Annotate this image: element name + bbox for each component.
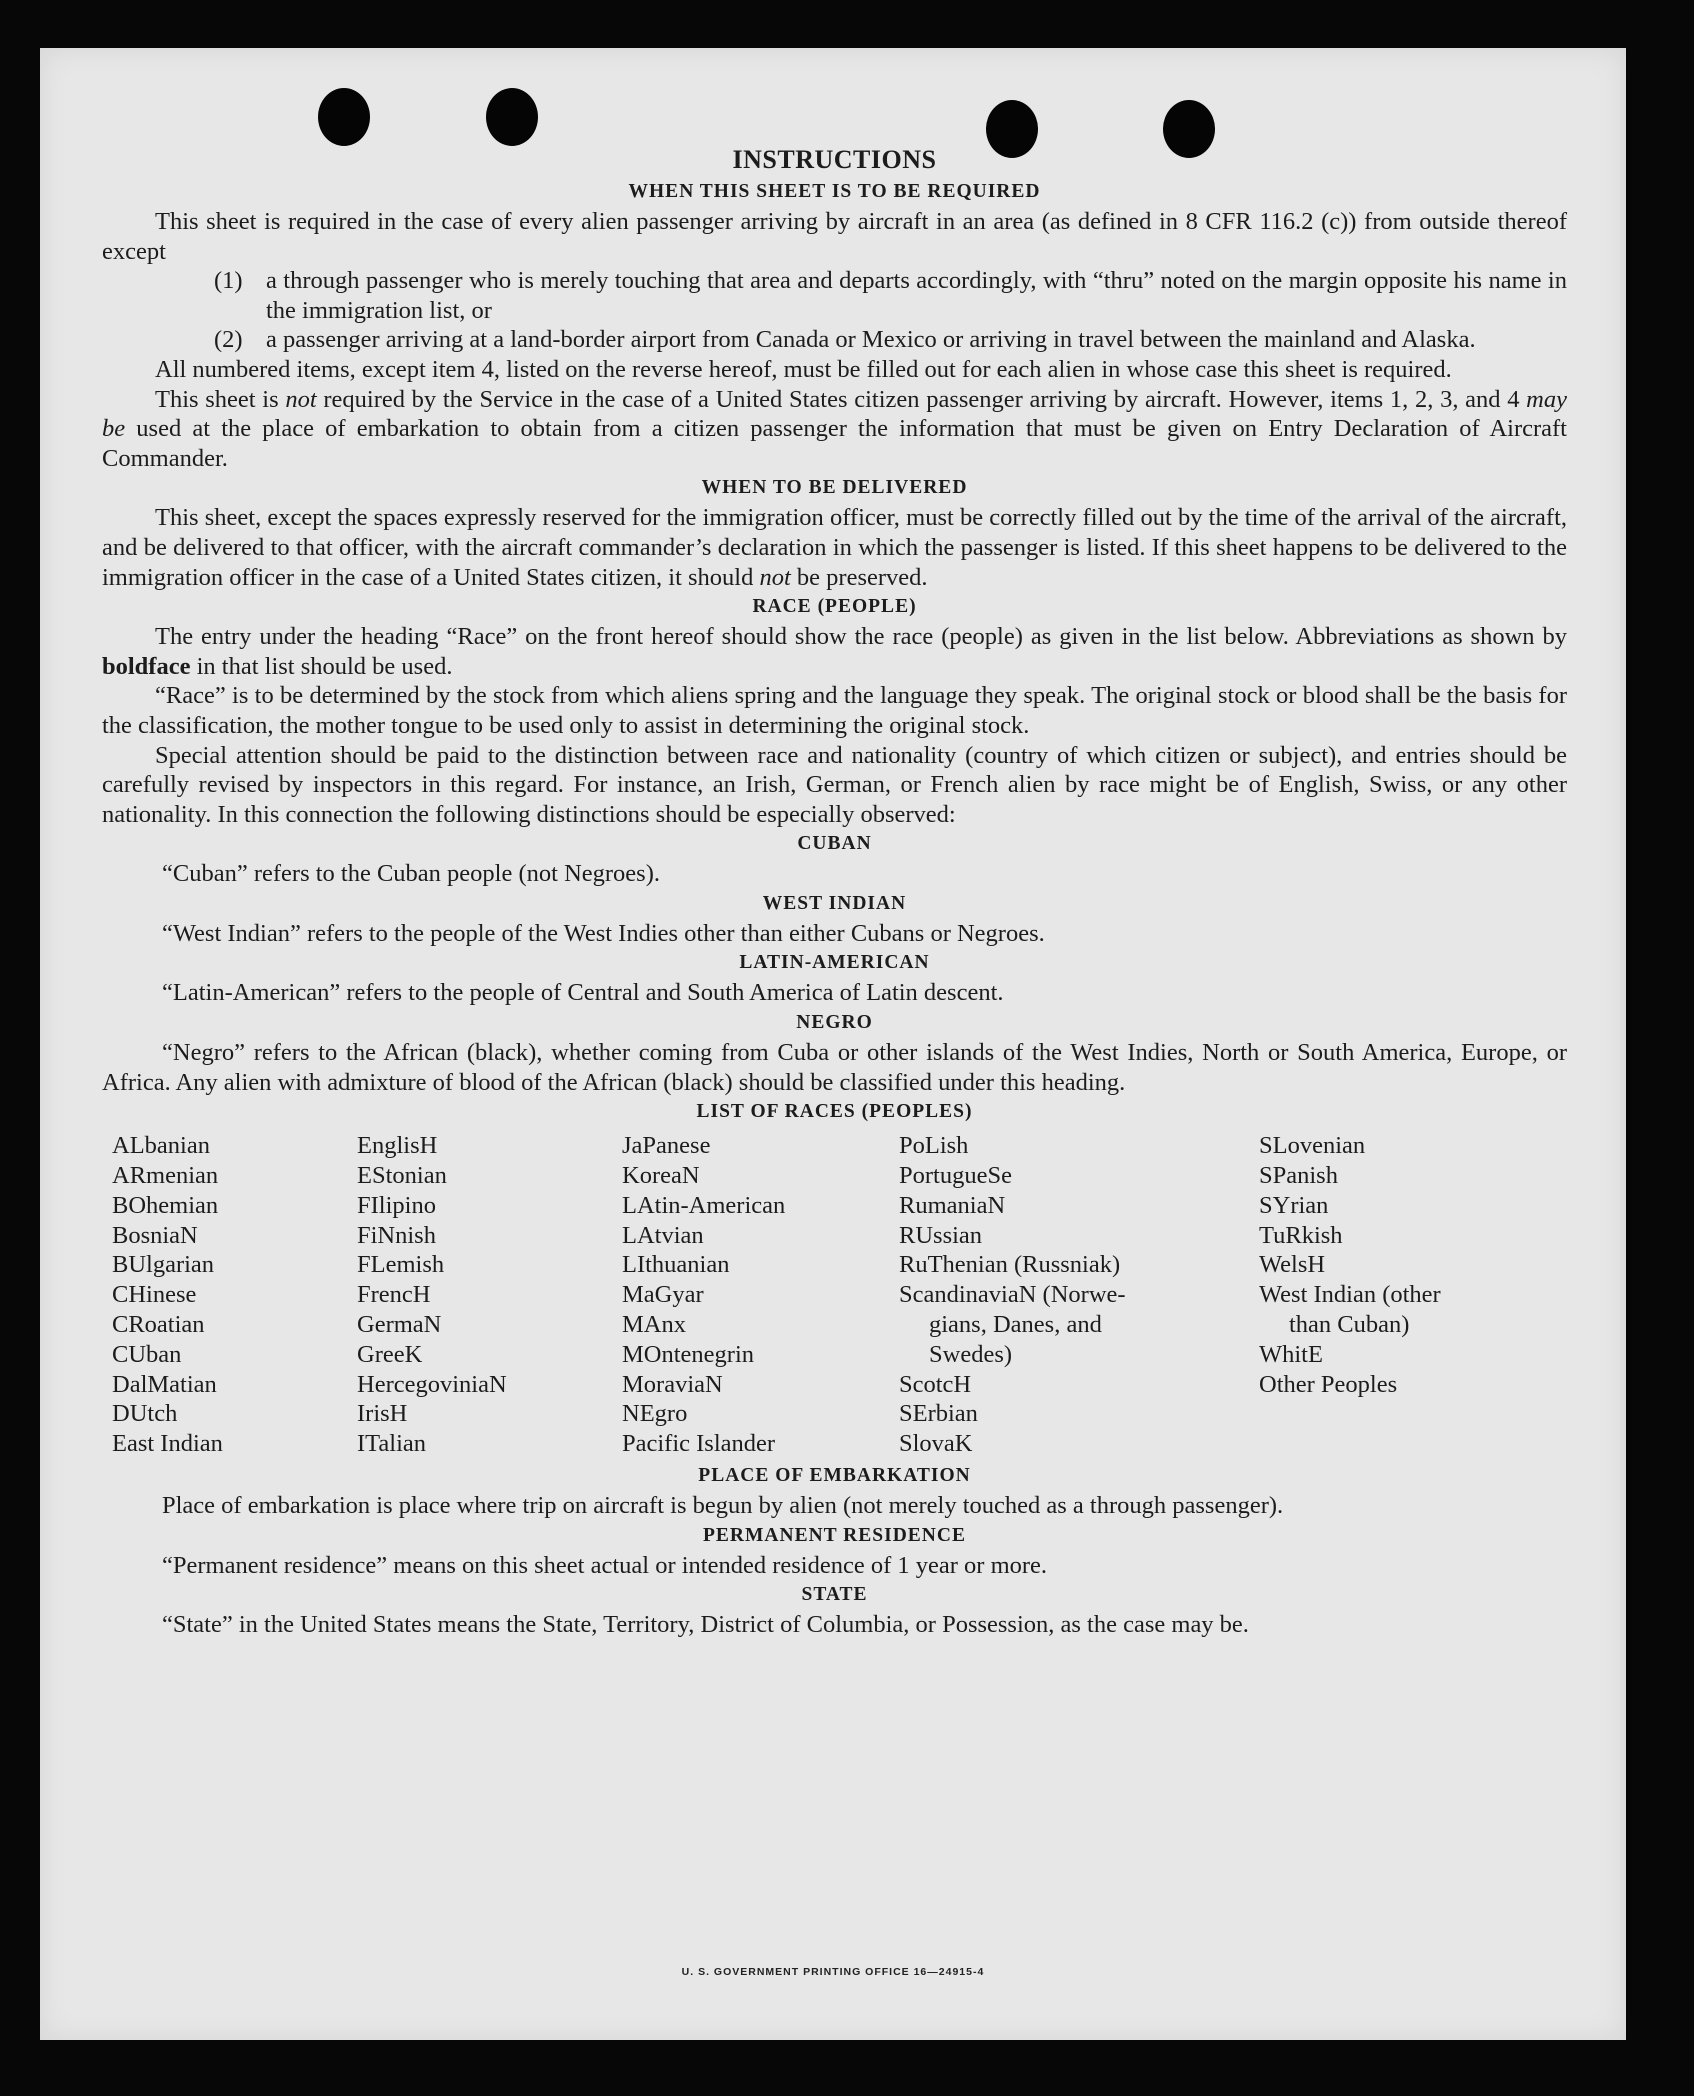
- race-entry-continued: gians, Danes, and: [929, 1311, 1102, 1339]
- heading-embarkation: PLACE OF EMBARKATION: [698, 1465, 971, 1487]
- race-entry: SlovaK: [899, 1430, 973, 1458]
- heading-list-of-races: LIST OF RACES (PEOPLES): [696, 1101, 973, 1123]
- list-item: [214, 325, 1567, 355]
- race-entry: HercegoviniaN: [357, 1370, 507, 1398]
- bold-text: boldface: [102, 652, 191, 680]
- text: This sheet is: [155, 385, 286, 413]
- paragraph: “West Indian” refers to the people of the West Indies other than either Cubans or Negroes.: [162, 919, 1045, 947]
- heading-cuban: CUBAN: [797, 833, 872, 855]
- race-entry: PortugueSe: [899, 1162, 1012, 1190]
- printing-office-footer: U. S. GOVERNMENT PRINTING OFFICE 16—24915-4: [681, 1966, 985, 1978]
- paragraph: “Permanent residence” means on this sheet actual or intended residence of 1 year or more.: [162, 1551, 1048, 1579]
- race-entry: KoreaN: [622, 1162, 700, 1190]
- paragraph: [102, 385, 1567, 474]
- text: This sheet, except the spaces expressly reserved for the immigration officer, must be correctly filled out by the time of the arrival of the aircraft, and be delivered to that officer, with the aircraft commander’s declaration in which the passenger is listed. If this sheet happens to be delivered to the immigration officer in the case of a United States citizen, it should: [102, 504, 1567, 591]
- race-entry-continued: Swedes): [929, 1340, 1013, 1368]
- race-entry-continued: than Cuban): [1289, 1311, 1410, 1339]
- races-column: [622, 1131, 899, 1459]
- paragraph: All numbered items, except item 4, listed on the reverse hereof, must be filled out for each alien in whose case this sheet is required.: [155, 355, 1452, 383]
- race-entry: FLemish: [357, 1251, 445, 1279]
- race-entry: WhitE: [1259, 1340, 1323, 1368]
- text: required by the Service in the case of a United States citizen passenger arriving by aircraft. However, items 1, 2, 3, and 4: [316, 385, 1527, 413]
- race-entry: SLovenian: [1259, 1132, 1366, 1160]
- text: used at the place of embarkation to obtain from a citizen passenger the information that must be given on Entry Declaration of Aircraft Commander.: [102, 415, 1567, 472]
- race-entry: GermaN: [357, 1311, 442, 1339]
- emphasis: may be: [102, 385, 1567, 443]
- heading-latin-american: LATIN-AMERICAN: [739, 952, 930, 974]
- race-entry: CHinese: [112, 1281, 197, 1309]
- paragraph: [102, 503, 1567, 592]
- paragraph: [102, 622, 1567, 681]
- races-column: [899, 1131, 1259, 1459]
- race-entry: West Indian (other: [1259, 1281, 1441, 1309]
- races-table: [102, 1131, 1567, 1459]
- race-entry: MOntenegrin: [622, 1340, 754, 1368]
- race-entry: SYrian: [1259, 1191, 1329, 1219]
- race-entry: TuRkish: [1259, 1221, 1343, 1249]
- paragraph: Place of embarkation is place where trip on aircraft is begun by alien (not merely touched as a through passenger).: [162, 1492, 1284, 1520]
- race-entry: FrencH: [357, 1281, 431, 1309]
- paragraph: Special attention should be paid to the distinction between race and nationality (country of which citizen or subject), and entries should be carefully revised by inspectors in this regard. For instance, an Irish, German, or French alien by race might be of English, Swiss, or any other nationality. In this connection the following distinctions should be especially observed:: [102, 741, 1567, 828]
- race-entry: PoLish: [899, 1132, 969, 1160]
- page-title: INSTRUCTIONS: [732, 145, 937, 174]
- document-sheet: [40, 48, 1626, 2040]
- race-entry: LIthuanian: [622, 1251, 730, 1279]
- item-text: a through passenger who is merely touching that area and departs accordingly, with “thru” noted on the margin opposite his name in the immigration list, or: [266, 267, 1567, 324]
- race-entry: FIlipino: [357, 1191, 436, 1219]
- race-entry: EStonian: [357, 1162, 447, 1190]
- race-entry: East Indian: [112, 1430, 223, 1458]
- text: The entry under the heading “Race” on the front hereof should show the race (people) as given in the list below. Abbreviations as shown by: [155, 623, 1567, 651]
- race-entry: BosniaN: [112, 1221, 198, 1249]
- race-entry: Other Peoples: [1259, 1370, 1398, 1398]
- heading-negro: NEGRO: [796, 1012, 873, 1034]
- instructions-body: [102, 143, 1567, 1640]
- race-entry: RuThenian (Russniak): [899, 1251, 1121, 1279]
- heading-state: STATE: [801, 1584, 868, 1606]
- heading-delivered: WHEN TO BE DELIVERED: [701, 477, 968, 499]
- race-entry: DalMatian: [112, 1370, 217, 1398]
- paragraph: This sheet is required in the case of every alien passenger arriving by aircraft in an area (as defined in 8 CFR 116.2 (c)) from outside thereof except: [102, 208, 1567, 265]
- race-entry: WelsH: [1259, 1251, 1326, 1279]
- paragraph: “Negro” refers to the African (black), whether coming from Cuba or other islands of the West Indies, North or South America, Europe, or Africa. Any alien with admixture of blood of the African (black) should be classified under this heading.: [102, 1039, 1567, 1096]
- race-entry: Pacific Islander: [622, 1430, 776, 1458]
- race-entry: EnglisH: [357, 1132, 438, 1160]
- race-entry: FiNnish: [357, 1221, 436, 1249]
- race-entry: RumaniaN: [899, 1191, 1006, 1219]
- item-text: a passenger arriving at a land-border airport from Canada or Mexico or arriving in travel between the mainland and Alaska.: [266, 326, 1476, 354]
- emphasis: not: [285, 385, 317, 413]
- item-number: (2): [214, 326, 243, 354]
- punch-hole: [486, 88, 538, 146]
- race-entry: DUtch: [112, 1400, 178, 1428]
- races-column: [1259, 1131, 1549, 1459]
- race-entry: ARmenian: [112, 1162, 219, 1190]
- heading-west-indian: WEST INDIAN: [762, 892, 907, 914]
- race-entry: ScotcH: [899, 1370, 972, 1398]
- races-column: [357, 1131, 622, 1459]
- race-entry: CUban: [112, 1340, 182, 1368]
- paragraph: “Race” is to be determined by the stock from which aliens spring and the language they speak. The original stock or blood shall be the basis for the classification, the mother tongue to be used only to assist in determining the original stock.: [102, 682, 1567, 739]
- race-entry: RUssian: [899, 1221, 983, 1249]
- list-item: [214, 266, 1567, 325]
- race-entry: LAtvian: [622, 1221, 704, 1249]
- race-entry: GreeK: [357, 1340, 423, 1368]
- race-entry: ScandinaviaN (Norwe-: [899, 1281, 1126, 1309]
- emphasis: not: [759, 563, 791, 591]
- punch-hole: [318, 88, 370, 146]
- race-entry: MAnx: [622, 1311, 686, 1339]
- heading-required: WHEN THIS SHEET IS TO BE REQUIRED: [628, 181, 1041, 202]
- race-entry: ALbanian: [112, 1132, 210, 1160]
- race-entry: MoraviaN: [622, 1370, 723, 1398]
- text: be preserved.: [790, 563, 928, 591]
- race-entry: NEgro: [622, 1400, 688, 1428]
- race-entry: BUlgarian: [112, 1251, 215, 1279]
- paragraph: “Latin-American” refers to the people of Central and South America of Latin descent.: [162, 979, 1004, 1007]
- race-entry: SPanish: [1259, 1162, 1338, 1190]
- races-column: [102, 1131, 357, 1459]
- heading-permanent-residence: PERMANENT RESIDENCE: [703, 1524, 966, 1546]
- race-entry: ITalian: [357, 1430, 427, 1458]
- item-number: (1): [214, 267, 243, 295]
- paragraph: “State” in the United States means the State, Territory, District of Columbia, or Possession, as the case may be.: [162, 1611, 1249, 1639]
- race-entry: JaPanese: [622, 1132, 711, 1160]
- race-entry: BOhemian: [112, 1191, 219, 1219]
- race-entry: CRoatian: [112, 1311, 205, 1339]
- paragraph: “Cuban” refers to the Cuban people (not Negroes).: [162, 860, 660, 888]
- race-entry: MaGyar: [622, 1281, 704, 1309]
- race-entry: SErbian: [899, 1400, 978, 1428]
- race-entry: LAtin-American: [622, 1191, 786, 1219]
- heading-race: RACE (PEOPLE): [752, 596, 917, 618]
- text: in that list should be used.: [190, 652, 453, 680]
- race-entry: IrisH: [357, 1400, 408, 1428]
